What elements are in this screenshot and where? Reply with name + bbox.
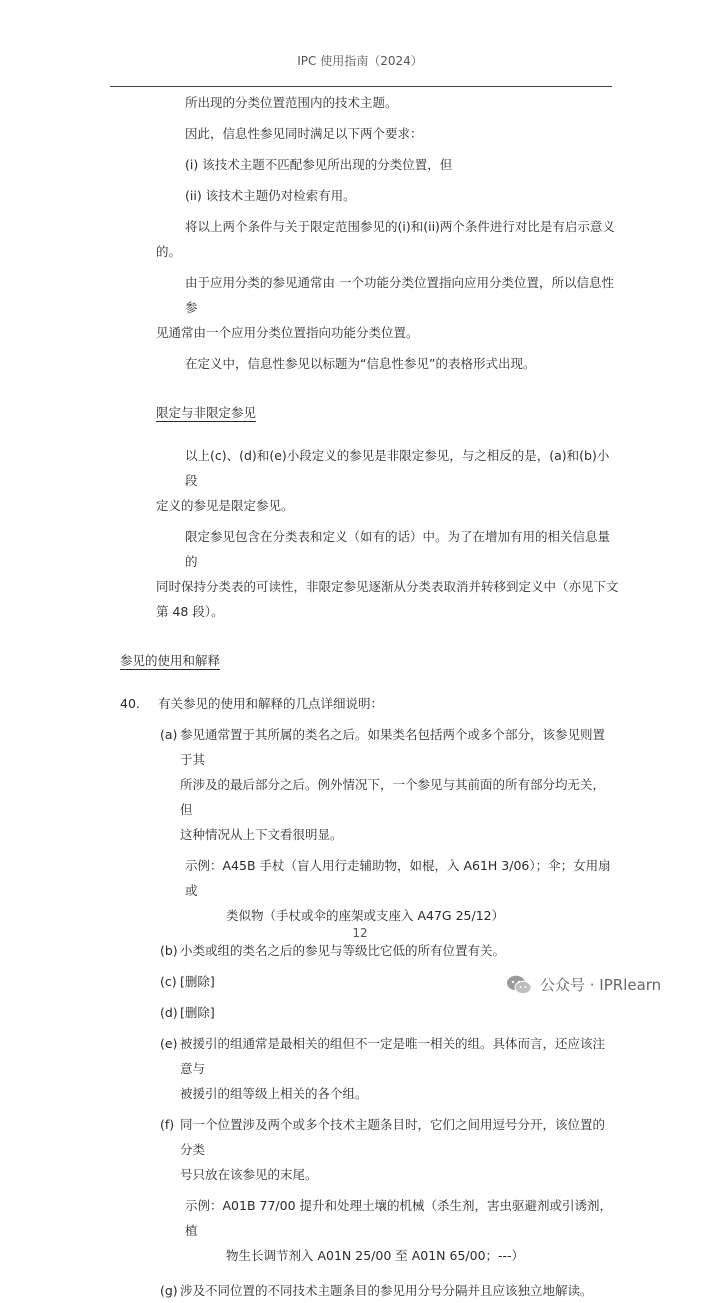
page-number: 12 (352, 926, 368, 940)
section-heading-usage: 参见的使用和解释 (120, 653, 221, 668)
page-body (120, 90, 620, 1303)
paragraph: 所出现的分类位置范围内的技术主题。 (185, 95, 398, 110)
item-label: (b) (160, 943, 178, 958)
line: 参见通常置于其所属的类名之后。如果类名包括两个或多个部分，该参见则置于其 (180, 727, 606, 767)
line: 这种情况从上下文看很明显。 (180, 827, 343, 842)
line: 限定参见包含在分类表和定义（如有的话）中。为了在增加有用的相关信息量的 (185, 529, 611, 569)
line: 示例：A01B 77/00 提升和处理土壤的机械（杀生剂，害虫驱避剂或引诱剂，植 (185, 1198, 613, 1238)
line: 同时保持分类表的可读性，非限定参见逐渐从分类表取消并转移到定义中（亦见下文 (156, 579, 619, 594)
line: 号只放在该参见的末尾。 (180, 1167, 318, 1182)
paragraph (120, 270, 620, 345)
line: 物生长调节剂入 A01N 25/00 至 A01N 65/00；---） (226, 1248, 525, 1263)
watermark-text: 公众号 · IPRlearn (540, 976, 662, 994)
line: 定义的参见是限定参见。 (156, 498, 294, 513)
line: 第 48 段）。 (156, 604, 224, 619)
item-label: (f) (160, 1117, 175, 1132)
line: [删除] (180, 974, 215, 989)
line: 的。 (156, 244, 182, 259)
header-rule (110, 86, 612, 87)
item-label: (c) (160, 974, 177, 989)
line: 见通常由一个应用分类位置指向功能分类位置。 (156, 325, 419, 340)
line: 有关参见的使用和解释的几点详细说明： (158, 696, 384, 711)
line: 所涉及的最后部分之后。例外情况下，一个参见与其前面的所有部分均无关，但 (180, 777, 606, 817)
numbered-paragraph (120, 691, 620, 716)
item-label: (a) (160, 727, 178, 742)
paragraph: (i) 该技术主题不匹配参见所出现的分类位置，但 (185, 157, 453, 172)
paragraph-number: 40. (120, 696, 140, 711)
list-item-f (120, 1112, 620, 1187)
list-item-a (120, 722, 620, 847)
paragraph: (ii) 该技术主题仍对检索有用。 (185, 188, 356, 203)
line: 同一个位置涉及两个或多个技术主题条目时，它们之间用逗号分开，该位置的分类 (180, 1117, 606, 1157)
watermark (506, 974, 661, 995)
line: 小类或组的类名之后的参见与等级比它低的所有位置有关。 (180, 943, 506, 958)
line: 以上(c)、(d)和(e)小段定义的参见是非限定参见，与之相反的是，(a)和(b)小段 (185, 448, 610, 488)
line: 将以上两个条件与关于限定范围参见的(i)和(ii)两个条件进行对比是有启示意义 (185, 219, 615, 234)
page-header: IPC 使用指南（2024） (297, 54, 423, 68)
paragraph: 在定义中，信息性参见以标题为“信息性参见”的表格形式出现。 (185, 356, 536, 371)
line: 被援引的组等级上相关的各个组。 (180, 1086, 368, 1101)
list-item-g (120, 1278, 620, 1303)
example-f (120, 1193, 620, 1268)
list-item-b (120, 938, 620, 963)
item-label: (e) (160, 1036, 178, 1051)
paragraph (120, 443, 620, 518)
paragraph (120, 524, 620, 624)
line: 涉及不同位置的不同技术主题条目的参见用分号分隔并且应该独立地解读。 (180, 1283, 593, 1298)
line: [删除] (180, 1005, 215, 1020)
paragraph (120, 214, 620, 264)
list-item-d (120, 1000, 620, 1025)
paragraph: 因此，信息性参见同时满足以下两个要求： (185, 126, 423, 141)
line: 被援引的组通常是最相关的组但不一定是唯一相关的组。具体而言，还应该注意与 (180, 1036, 606, 1076)
line: 示例：A45B 手杖（盲人用行走辅助物，如棍，入 A61H 3/06）；伞；女用扇或 (185, 858, 611, 898)
example-a (120, 853, 620, 928)
list-item-e (120, 1031, 620, 1106)
wechat-icon (506, 975, 532, 995)
line: 由于应用分类的参见通常由 一个功能分类位置指向应用分类位置，所以信息性参 (185, 275, 614, 315)
item-label: (d) (160, 1005, 178, 1020)
line: 类似物（手杖或伞的座架或支座入 A47G 25/12） (226, 908, 505, 923)
item-label: (g) (160, 1283, 178, 1298)
section-heading-limited: 限定与非限定参见 (156, 405, 257, 420)
